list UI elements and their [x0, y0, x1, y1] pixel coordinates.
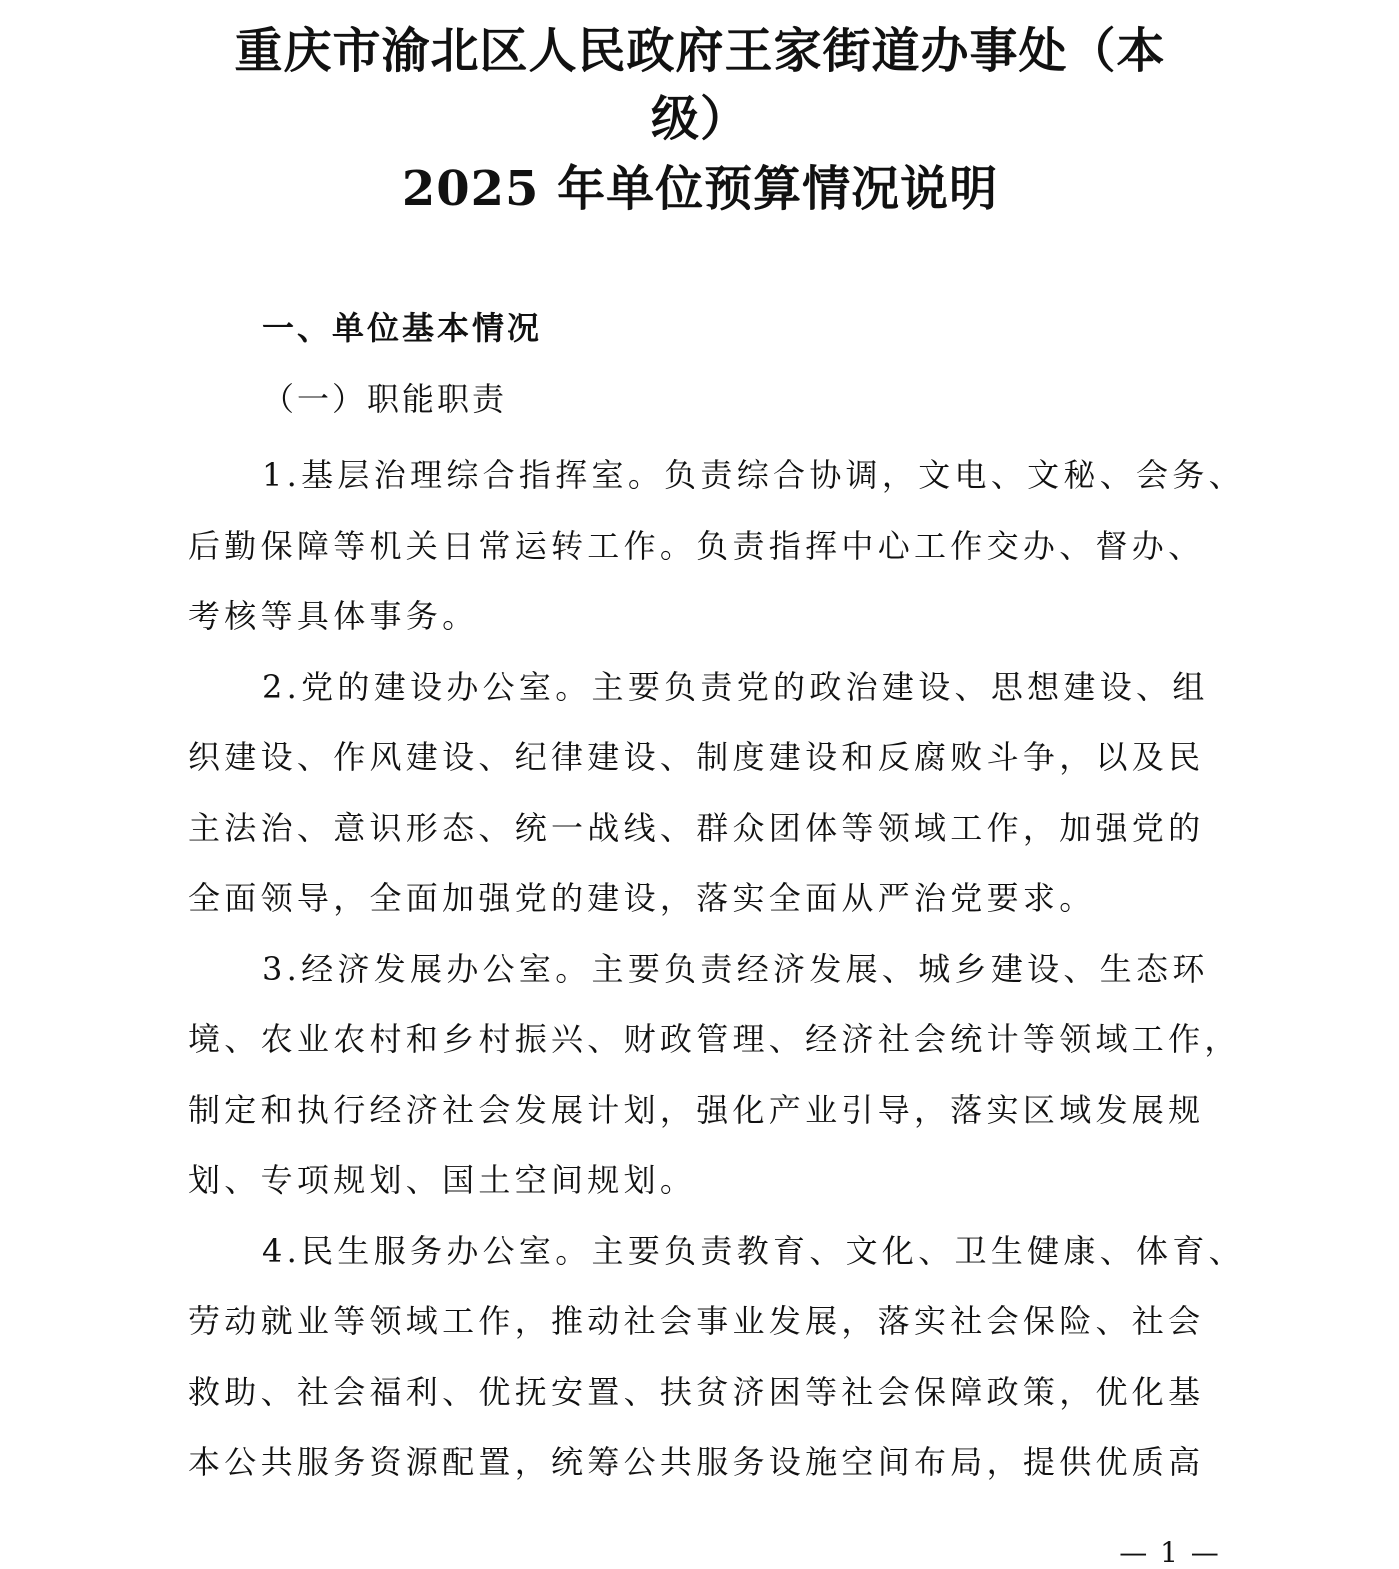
paragraph-line: 织建设、作风建设、纪律建设、制度建设和反腐败斗争，以及民	[188, 738, 1205, 776]
document-body	[188, 440, 1258, 1498]
paragraph	[188, 652, 1258, 934]
paragraph-line: 2.党的建设办公室。主要负责党的政治建设、思想建设、组	[262, 667, 1209, 706]
document-title-line-2: 级）	[650, 91, 749, 147]
paragraph-line: 劳动就业等领域工作，推动社会事业发展，落实社会保险、社会	[188, 1302, 1205, 1340]
paragraph-line: 划、专项规划、国土空间规划。	[188, 1161, 697, 1199]
paragraph-line: 全面领导，全面加强党的建设，落实全面从严治党要求。	[188, 879, 1096, 917]
paragraph-line: 境、农业农村和乡村振兴、财政管理、经济社会统计等领域工作，	[188, 1020, 1241, 1058]
paragraph-line: 3.经济发展办公室。主要负责经济发展、城乡建设、生态环	[262, 949, 1209, 988]
paragraph-line: 救助、社会福利、优抚安置、扶贫济困等社会保障政策，优化基	[188, 1372, 1205, 1411]
paragraph-line: 制定和执行经济社会发展计划，强化产业引导，落实区域发展规	[188, 1090, 1205, 1129]
document-title-line-3: 2025 年单位预算情况说明	[401, 161, 999, 217]
section-subheading: （一）职能职责	[262, 380, 508, 418]
paragraph-line: 后勤保障等机关日常运转工作。负责指挥中心工作交办、督办、	[188, 526, 1205, 565]
paragraph	[188, 934, 1258, 1216]
paragraph-line: 考核等具体事务。	[188, 597, 479, 635]
paragraph-line: 4.民生服务办公室。主要负责教育、文化、卫生健康、体育、	[262, 1231, 1245, 1270]
paragraph-line: 主法治、意识形态、统一战线、群众团体等领域工作，加强党的	[188, 808, 1205, 847]
document-title-line-1: 重庆市渝北区人民政府王家街道办事处（本	[234, 23, 1166, 79]
page-number: — 1 —	[1119, 1536, 1221, 1569]
paragraph-line: 本公共服务资源配置，统筹公共服务设施空间布局，提供优质高	[188, 1443, 1205, 1481]
section-heading: 一、单位基本情况	[262, 309, 543, 347]
paragraph	[188, 1216, 1258, 1498]
paragraph	[188, 440, 1258, 652]
paragraph-line: 1.基层治理综合指挥室。负责综合协调，文电、文秘、会务、	[262, 456, 1245, 494]
